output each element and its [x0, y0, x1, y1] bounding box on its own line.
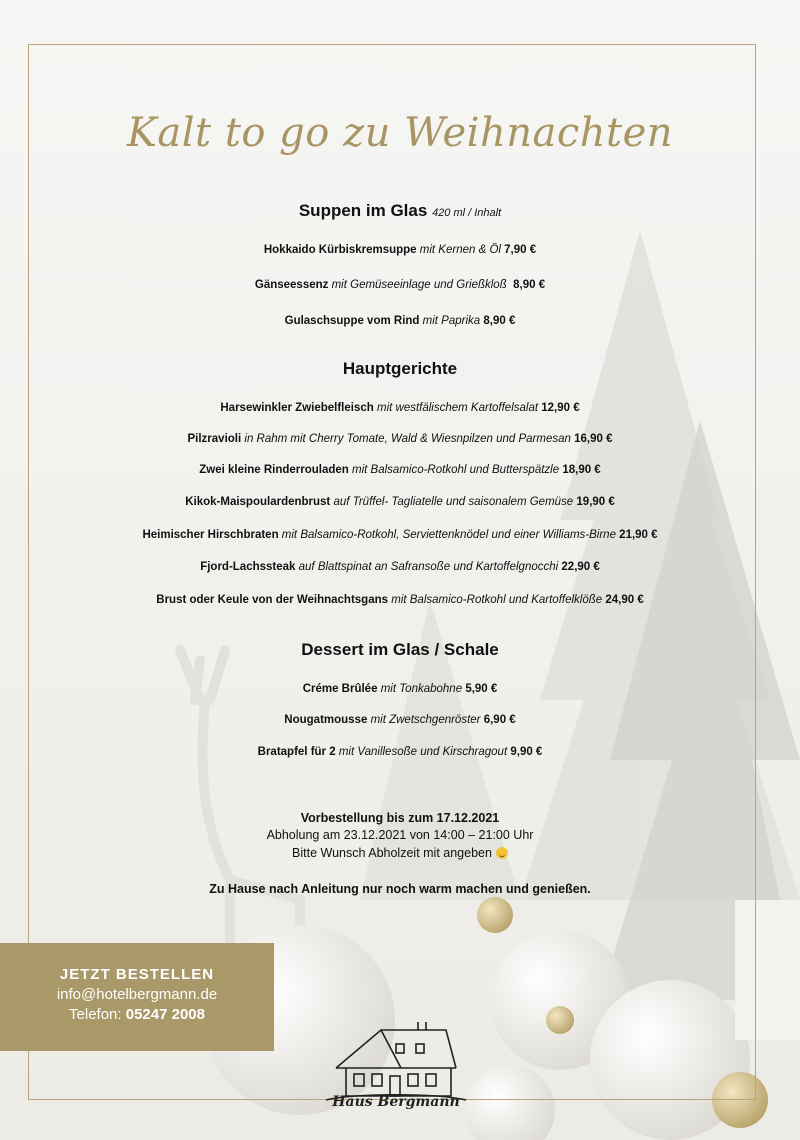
- order-email[interactable]: info@hotelbergmann.de: [56, 986, 218, 1003]
- item-price: 24,90 €: [605, 594, 644, 606]
- item-name: Kikok-Maispoulardenbrust: [185, 496, 331, 508]
- section-heading-desserts: Dessert im Glas / Schale: [301, 640, 499, 659]
- menu-item: [0, 244, 800, 256]
- section-heading-soups: [0, 201, 800, 221]
- item-price: 19,90 €: [576, 496, 615, 508]
- item-desc: auf Blattspinat an Safransoße und Kartoffelgnocchi: [298, 561, 559, 573]
- smiley-icon: [496, 847, 508, 859]
- item-price: 16,90 €: [574, 433, 613, 445]
- item-name: Fjord-Lachssteak: [200, 561, 296, 573]
- item-desc: mit Gemüseeinlage und Grießkloß: [331, 279, 507, 291]
- menu-item: [0, 402, 800, 414]
- item-desc: mit Balsamico-Rotkohl und Butterspätzle: [352, 464, 560, 476]
- item-name: Créme Brûlée: [302, 683, 378, 695]
- preorder-text: Vorbestellung bis zum 17.12.2021: [300, 811, 500, 825]
- wish-line: [0, 846, 800, 860]
- menu-item: [0, 464, 800, 476]
- item-price: 8,90 €: [513, 279, 546, 291]
- order-box: [0, 943, 274, 1051]
- item-name: Gänseessenz: [254, 279, 329, 291]
- item-name: Pilzravioli: [187, 433, 242, 445]
- instructions-text: Zu Hause nach Anleitung nur noch warm machen und genießen.: [209, 882, 591, 896]
- item-price: 12,90 €: [541, 402, 580, 414]
- menu-item: [0, 561, 800, 573]
- soups-heading-text: Suppen im Glas: [298, 201, 428, 220]
- item-desc: mit Paprika: [422, 315, 481, 327]
- item-price: 8,90 €: [483, 315, 516, 327]
- menu-item: [0, 279, 800, 291]
- phone-label: Telefon:: [69, 1006, 122, 1023]
- item-name: Bratapfel für 2: [257, 746, 336, 758]
- menu-item: [0, 746, 800, 758]
- order-phone-line: [0, 1005, 274, 1025]
- item-desc: mit Tonkabohne: [380, 683, 463, 695]
- item-price: 21,90 €: [619, 529, 658, 541]
- section-heading-mains: Hauptgerichte: [342, 359, 458, 378]
- page-title: Kalt to go zu Weihnachten: [127, 110, 673, 156]
- item-name: Harsewinkler Zwiebelfleisch: [220, 402, 374, 414]
- item-price: 5,90 €: [465, 683, 498, 695]
- item-name: Hokkaido Kürbiskremsuppe: [263, 244, 417, 256]
- menu-item: [0, 529, 800, 541]
- phone-number[interactable]: 05247 2008: [125, 1006, 205, 1023]
- pickup-text: Abholung am 23.12.2021 von 14:00 – 21:00 Uhr: [266, 828, 534, 842]
- menu-item: [0, 714, 800, 726]
- item-desc: mit westfälischem Kartoffelsalat: [376, 402, 539, 414]
- menu-item: [0, 683, 800, 695]
- wish-text: Bitte Wunsch Abholzeit mit angeben: [292, 846, 492, 860]
- item-name: Gulaschsuppe vom Rind: [284, 315, 420, 327]
- item-desc: mit Balsamico-Rotkohl und Kartoffelklöße: [391, 594, 603, 606]
- menu-item: [0, 496, 800, 508]
- order-cta: JETZT BESTELLEN: [59, 966, 215, 983]
- item-price: 6,90 €: [483, 714, 516, 726]
- item-desc: mit Vanillesoße und Kirschragout: [338, 746, 508, 758]
- item-price: 9,90 €: [510, 746, 543, 758]
- item-name: Zwei kleine Rinderrouladen: [199, 464, 349, 476]
- menu-item: [0, 594, 800, 606]
- item-price: 7,90 €: [504, 244, 537, 256]
- item-price: 18,90 €: [562, 464, 601, 476]
- item-name: Brust oder Keule von der Weihnachtsgans: [156, 594, 389, 606]
- item-name: Heimischer Hirschbraten: [142, 529, 279, 541]
- menu-item: [0, 433, 800, 445]
- item-desc: mit Balsamico-Rotkohl, Serviettenknödel und einer Williams-Birne: [281, 529, 616, 541]
- item-desc: mit Kernen & Öl: [419, 244, 501, 256]
- item-name: Nougatmousse: [284, 714, 368, 726]
- menu-item: [0, 315, 800, 327]
- item-desc: in Rahm mit Cherry Tomate, Wald & Wiesnpilzen und Parmesan: [244, 433, 571, 445]
- soups-note: 420 ml / Inhalt: [432, 207, 502, 219]
- logo-text: Haus Bergmann: [332, 1094, 460, 1110]
- item-desc: mit Zwetschgenröster: [370, 714, 481, 726]
- item-price: 22,90 €: [561, 561, 600, 573]
- item-desc: auf Trüffel- Tagliatelle und saisonalem Gemüse: [333, 496, 574, 508]
